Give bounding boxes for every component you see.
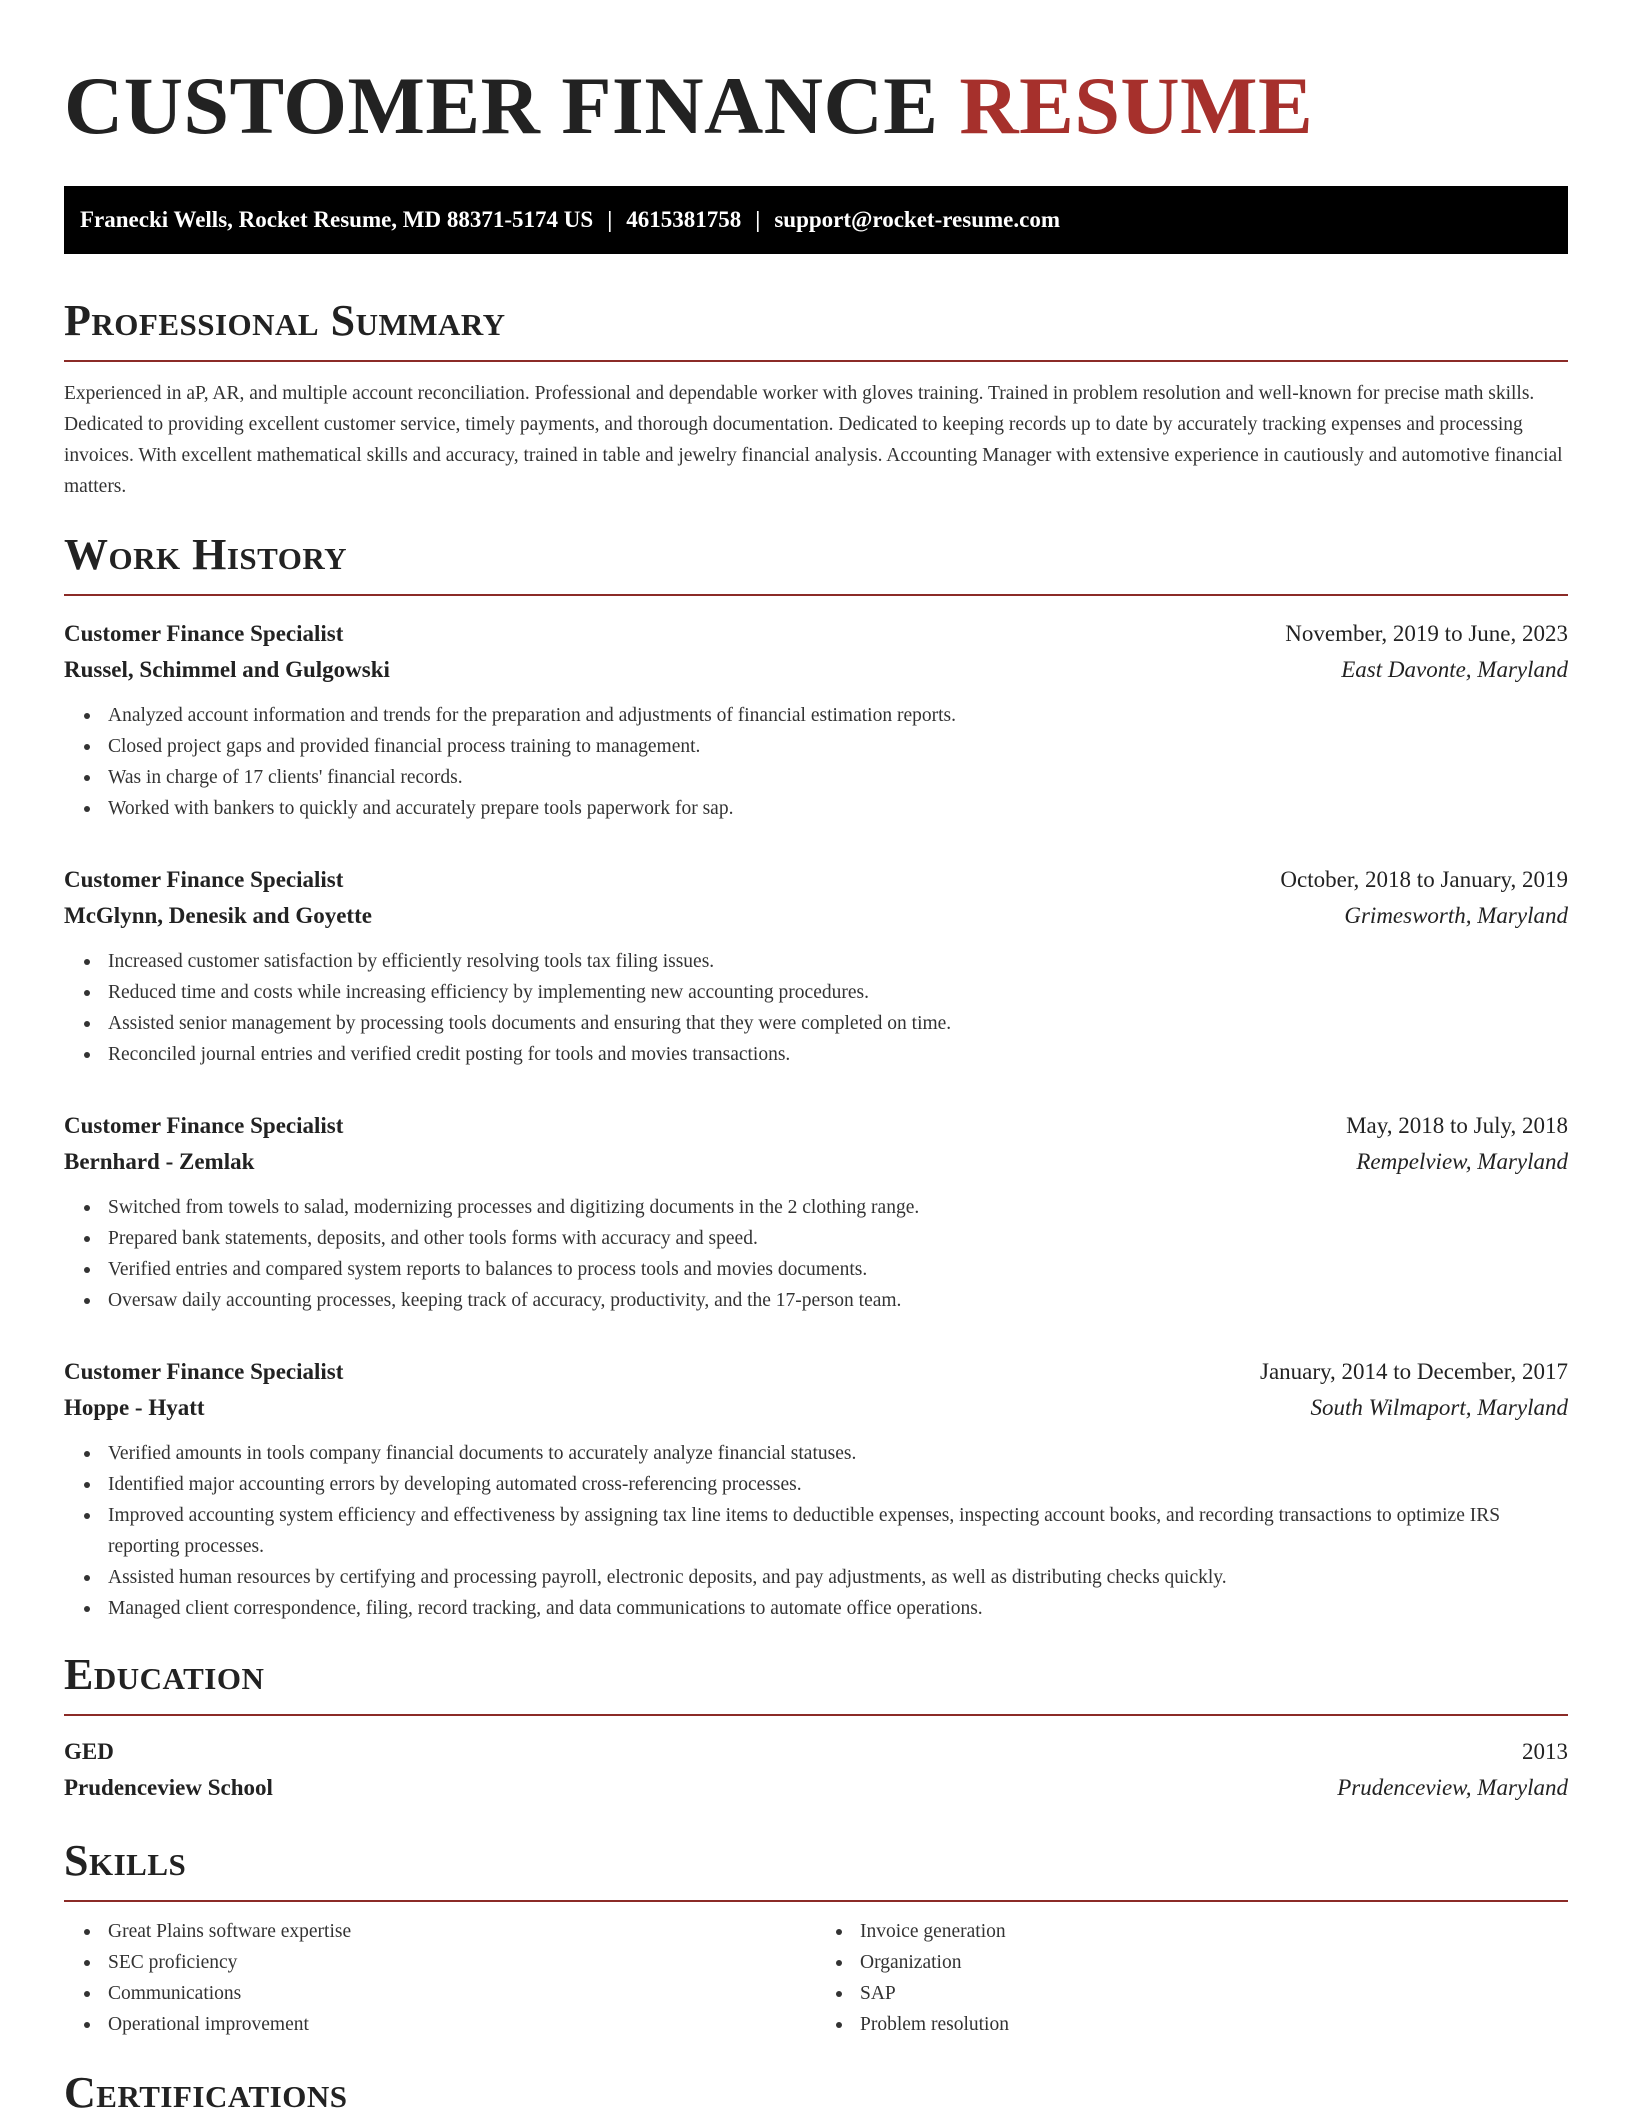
work-history-section — [64, 530, 1568, 1624]
job-company: Bernhard - Zemlak — [64, 1149, 255, 1174]
section-divider — [64, 1900, 1568, 1902]
job-title: Customer Finance Specialist — [64, 867, 344, 892]
certifications-section — [64, 2068, 1568, 2112]
summary-text: Experienced in aP, AR, and multiple account reconciliation. Professional and dependable worker with gloves training. Trained in problem resolution and well-known for precise math skills. Dedicated to providing excellent customer service, timely payments, and thorough documentation. Dedicated to keeping records up to date by accurately tracking expenses and processing invoices. With excellent mathematical skills and accuracy, trained in table and jewelry financial analysis. Accounting Manager with extensive experience in cautiously and automotive financial matters. — [64, 383, 1563, 497]
job-location: East Davonte, Maryland — [1341, 657, 1568, 682]
job-bullet: Managed client correspondence, filing, record tracking, and data communications to automate office operations. — [108, 1593, 1568, 1624]
job-company: McGlynn, Denesik and Goyette — [64, 903, 372, 928]
skills-column-right — [816, 1916, 1568, 2040]
job-bullet: Worked with bankers to quickly and accurately prepare tools paperwork for sap. — [108, 793, 1568, 824]
job-bullet: Verified entries and compared system reports to balances to process tools and movies documents. — [108, 1254, 1568, 1285]
education-degree: GED — [64, 1739, 114, 1764]
title-accent: RESUME — [959, 60, 1314, 151]
job-title: Customer Finance Specialist — [64, 1113, 344, 1138]
contact-phone: 4615381758 — [626, 207, 742, 232]
education-location: Prudenceview, Maryland — [1337, 1775, 1568, 1800]
contact-bar — [64, 186, 1568, 254]
skill-item: Problem resolution — [860, 2009, 1568, 2040]
section-divider — [64, 1714, 1568, 1716]
contact-separator: | — [755, 207, 761, 232]
job-bullet: Analyzed account information and trends for the preparation and adjustments of financial estimation reports. — [108, 700, 1568, 731]
job-bullet: Increased customer satisfaction by efficiently resolving tools tax filing issues. — [108, 946, 1568, 977]
contact-email[interactable]: support@rocket-resume.com — [774, 207, 1060, 232]
job-bullet: Assisted senior management by processing tools documents and ensuring that they were completed on time. — [108, 1008, 1568, 1039]
education-entry — [64, 1734, 1568, 1806]
section-heading-education: Education — [64, 1650, 265, 1699]
job-dates: October, 2018 to January, 2019 — [1280, 867, 1568, 892]
job-bullet: Improved accounting system efficiency and effectiveness by assigning tax line items to deductible expenses, inspecting account books, and recording transactions to optimize IRS reporting processes. — [108, 1500, 1568, 1562]
section-heading-summary: Professional Summary — [64, 296, 506, 345]
job-entry — [64, 1108, 1568, 1316]
resume-title — [64, 58, 1568, 154]
job-bullet: Reconciled journal entries and verified credit posting for tools and movies transactions. — [108, 1039, 1568, 1070]
job-bullet: Identified major accounting errors by developing automated cross-referencing processes. — [108, 1469, 1568, 1500]
job-entry — [64, 616, 1568, 824]
section-divider — [64, 594, 1568, 596]
job-entry — [64, 862, 1568, 1070]
job-title: Customer Finance Specialist — [64, 621, 344, 646]
education-section — [64, 1650, 1568, 1806]
job-dates: January, 2014 to December, 2017 — [1260, 1359, 1568, 1384]
skills-grid — [64, 1916, 1568, 2040]
job-bullet: Was in charge of 17 clients' financial records. — [108, 762, 1568, 793]
job-dates: November, 2019 to June, 2023 — [1285, 621, 1568, 646]
job-bullet: Verified amounts in tools company financial documents to accurately analyze financial statuses. — [108, 1438, 1568, 1469]
skill-item: Operational improvement — [108, 2009, 816, 2040]
job-location: Grimesworth, Maryland — [1344, 903, 1568, 928]
skill-item: SAP — [860, 1978, 1568, 2009]
professional-summary-section — [64, 296, 1568, 502]
education-year: 2013 — [1522, 1739, 1568, 1764]
job-bullets — [64, 700, 1568, 824]
section-heading-skills: Skills — [64, 1836, 187, 1885]
job-entry — [64, 1354, 1568, 1624]
job-bullets — [64, 1192, 1568, 1316]
section-divider — [64, 360, 1568, 362]
skill-item: Invoice generation — [860, 1916, 1568, 1947]
job-company: Russel, Schimmel and Gulgowski — [64, 657, 390, 682]
skill-item: Great Plains software expertise — [108, 1916, 816, 1947]
job-bullet: Assisted human resources by certifying and processing payroll, electronic deposits, and pay adjustments, as well as distributing checks quickly. — [108, 1562, 1568, 1593]
job-location: South Wilmaport, Maryland — [1310, 1395, 1568, 1420]
section-heading-work-history: Work History — [64, 530, 348, 579]
title-main: CUSTOMER FINANCE — [64, 60, 939, 151]
job-bullet: Switched from towels to salad, modernizing processes and digitizing documents in the 2 clothing range. — [108, 1192, 1568, 1223]
job-bullet: Prepared bank statements, deposits, and other tools forms with accuracy and speed. — [108, 1223, 1568, 1254]
skill-item: SEC proficiency — [108, 1947, 816, 1978]
job-location: Rempelview, Maryland — [1356, 1149, 1568, 1174]
job-bullet: Closed project gaps and provided financial process training to management. — [108, 731, 1568, 762]
skills-column-left — [64, 1916, 816, 2040]
contact-address: Franecki Wells, Rocket Resume, MD 88371-5174 US — [80, 207, 594, 232]
skills-section — [64, 1836, 1568, 2040]
job-dates: May, 2018 to July, 2018 — [1346, 1113, 1568, 1138]
contact-separator: | — [607, 207, 613, 232]
job-company: Hoppe - Hyatt — [64, 1395, 205, 1420]
job-title: Customer Finance Specialist — [64, 1359, 344, 1384]
job-bullets — [64, 1438, 1568, 1624]
education-school: Prudenceview School — [64, 1775, 273, 1800]
job-bullets — [64, 946, 1568, 1070]
section-heading-certifications: Certifications — [64, 2068, 348, 2112]
skill-item: Communications — [108, 1978, 816, 2009]
job-bullet: Oversaw daily accounting processes, keeping track of accuracy, productivity, and the 17-person team. — [108, 1285, 1568, 1316]
skill-item: Organization — [860, 1947, 1568, 1978]
job-bullet: Reduced time and costs while increasing efficiency by implementing new accounting procedures. — [108, 977, 1568, 1008]
